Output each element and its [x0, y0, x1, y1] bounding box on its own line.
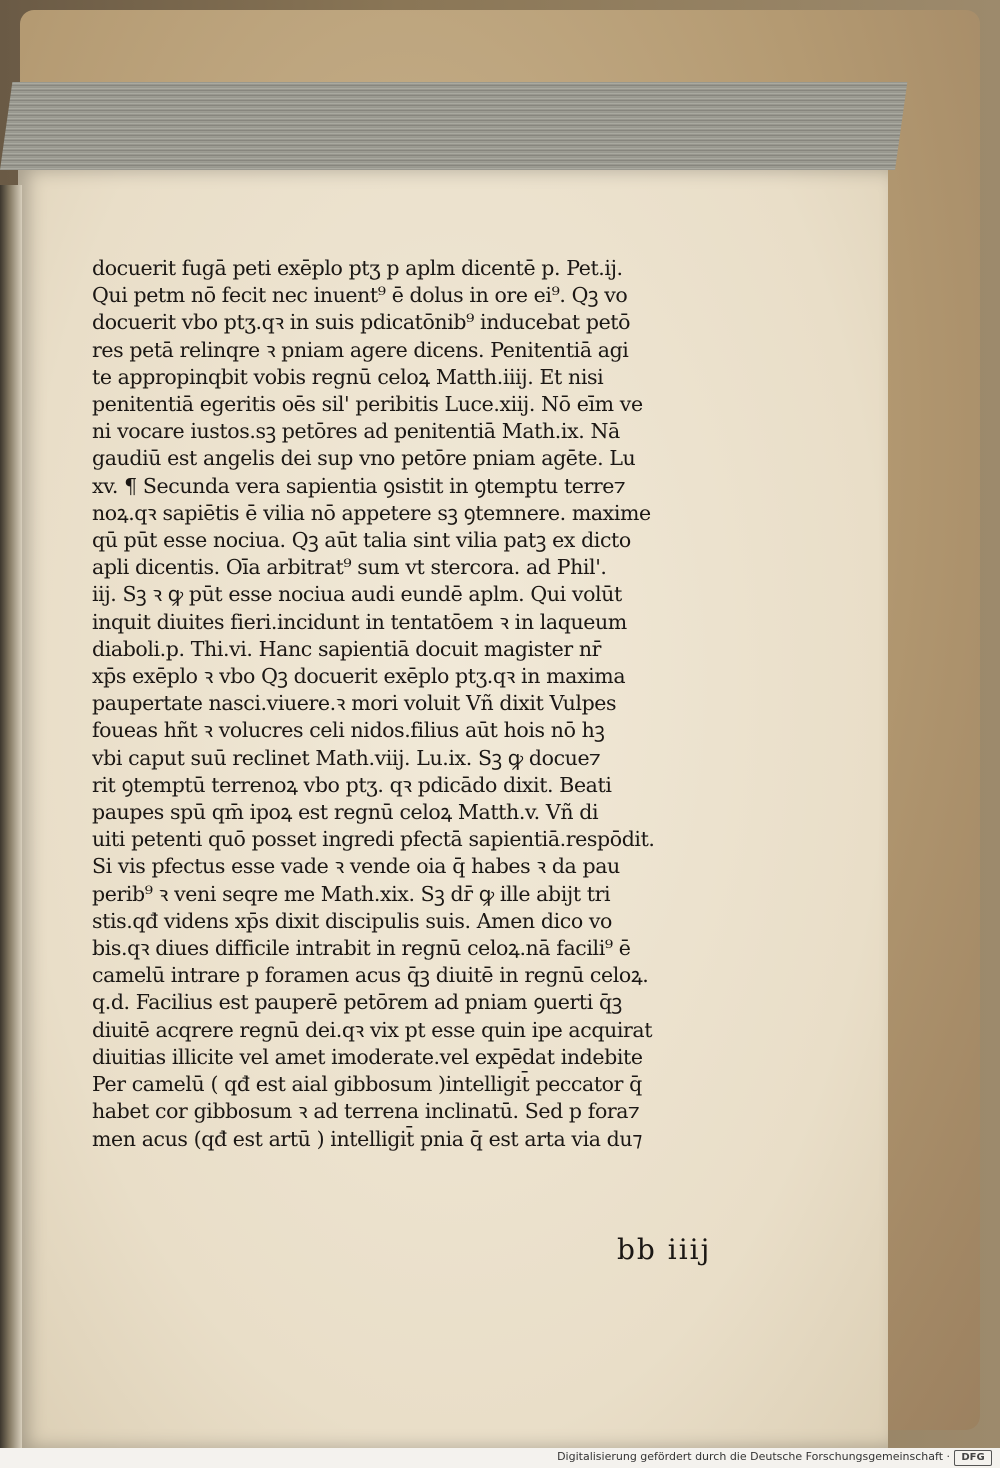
funding-credit: Digitalisierung gefördert durch die Deutsche Forschungsgemeinschaft · — [557, 1450, 950, 1463]
text-line: gaudiū est angelis dei sup vno petōre pniam agēte. Lu — [92, 446, 636, 471]
text-line: penitentiā egeritis oēs sil' peribitis Luce.xiij. Nō eīm ve — [92, 392, 643, 417]
footer-bar — [0, 1448, 1000, 1468]
text-line: perib⁹ ꝛ veni seqre me Math.xix. Sꝫ dr̄ ꝙ ille abijt tri — [92, 881, 611, 906]
text-line: foueas hñt ꝛ volucres celi nidos.filius aūt hois nō hꝫ — [92, 718, 605, 743]
text-line: bis.qꝛ diues difficile intrabit in regnū celoꝝ.nā facili⁹ ē — [92, 936, 631, 961]
text-line: iij. Sꝫ ꝛ ꝙ pūt esse nociua audi eundē aplm. Qui volūt — [92, 582, 622, 607]
text-line: ni vocare iustos.sꝫ petōres ad penitentiā Math.ix. Nā — [92, 419, 620, 444]
text-line: Qui petm nō fecit nec inuent⁹ ē dolus in ore ei⁹. Qꝫ vo — [92, 283, 628, 308]
text-line: habet cor gibbosum ꝛ ad terrena inclinatū. Sed p fora⁊ — [92, 1099, 640, 1124]
text-line: xp̄s exēplo ꝛ vbo Qꝫ docuerit exēplo ptʒ.qꝛ in maxima — [92, 664, 626, 689]
text-line: diuitē acqrere regnū dei.qꝛ vix pt esse quin ipe acquirat — [92, 1017, 653, 1042]
text-line: Per camelū ( qđ est aial gibbosum )intelligit̄ peccator q̄ — [92, 1072, 642, 1097]
text-line: diaboli.p. Thi.vi. Hanc sapientiā docuit magister nr̄ — [92, 636, 602, 661]
text-line: camelū intrare p foramen acus q̄ꝫ diuitē in regnū celoꝝ. — [92, 963, 649, 988]
text-line: uiti petenti quō posset ingredi pfectā sapientiā.respōdit. — [92, 827, 655, 852]
text-line: Si vis pfectus esse vade ꝛ vende oia q̄ habes ꝛ da pau — [92, 854, 620, 879]
text-line: vbi caput suū reclinet Math.viij. Lu.ix. Sꝫ ꝙ docue⁊ — [92, 745, 601, 770]
book-gutter — [0, 185, 22, 1448]
text-line: res petā relinqre ꝛ pniam agere dicens. Penitentiā agi — [92, 337, 629, 362]
page-text — [92, 255, 782, 1153]
text-line: paupes spū qm̄ ipoꝝ est regnū celoꝝ Matth.v. Vñ di — [92, 800, 599, 825]
text-line: docuerit vbo ptʒ.qꝛ in suis pdicatōnib⁹ inducebat petō — [92, 310, 631, 335]
text-line: te appropinqbit vobis regnū celoꝝ Matth.iiij. Et nisi — [92, 364, 604, 389]
page-edges — [0, 82, 907, 170]
signature-mark: bb iiij — [617, 1233, 712, 1266]
text-line: apli dicentis. Oīa arbitrat⁹ sum vt stercora. ad Phil'. — [92, 555, 607, 580]
text-line: qū pūt esse nociua. Qꝫ aūt talia sint vilia patꝫ ex dicto — [92, 528, 631, 553]
text-line: paupertate nasci.viuere.ꝛ mori voluit Vñ dixit Vulpes — [92, 691, 617, 716]
text-line: rit ꝯtemptū terrenoꝝ vbo ptʒ. qꝛ pdicādo dixit. Beati — [92, 772, 612, 797]
text-line: inquit diuites fieri.incidunt in tentatōem ꝛ in laqueum — [92, 609, 627, 634]
text-line: xv. ¶ Secunda vera sapientia ꝯsistit in ꝯtemptu terre⁊ — [92, 473, 626, 498]
text-line: diuitias illicite vel amet imoderate.vel expēdat indebite — [92, 1044, 643, 1069]
text-line: docuerit fugā peti exēplo ptʒ p aplm dicentē p. Pet.ij. — [92, 256, 623, 280]
text-line: noꝝ.qꝛ sapiētis ē vilia nō appetere sꝫ ꝯtemnere. maxime — [92, 500, 651, 525]
dfg-logo: DFG — [954, 1450, 992, 1466]
text-line: men acus (qđ est artū ) intelligit̄ pnia q̄ est arta via du⁊ — [92, 1126, 642, 1151]
text-line: q.d. Facilius est pauperē petōrem ad pniam ꝯuerti q̄ꝫ — [92, 990, 622, 1015]
text-line: stis.qđ videns xp̄s dixit discipulis suis. Amen dico vo — [92, 908, 612, 933]
